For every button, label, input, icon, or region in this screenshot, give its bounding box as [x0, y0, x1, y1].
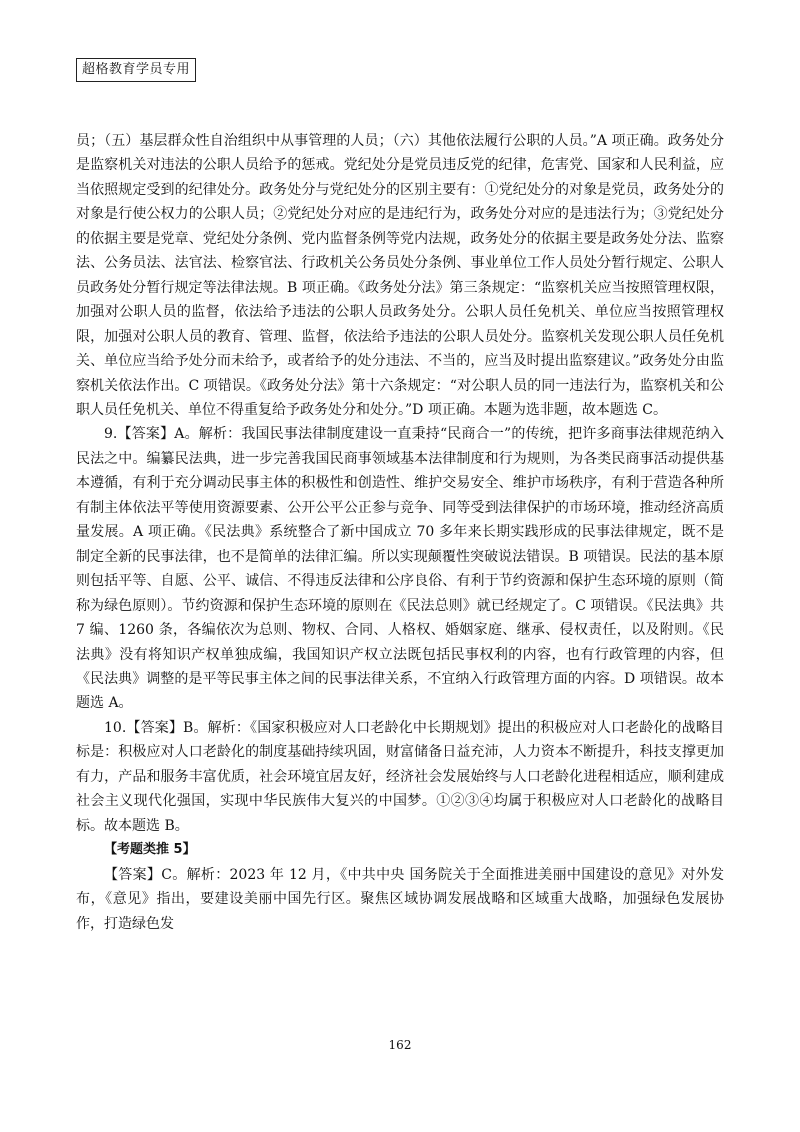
page-number: 162: [388, 1038, 412, 1052]
section-heading: 【考题类推 5】: [104, 842, 196, 858]
paragraph-answer-10: 10.【答案】B。解析：《国家积极应对人口老龄化中长期规划》提出的积极应对人口老龄化的战略目标是：积极应对人口老龄化的制度基础持续巩固，财富储备日益充沛，人力资本不断提升，科技支撑更加有力，产品和服务丰富优质，社会环境宜居友好，经济社会发展始终与人口老龄化进程相适应，顺利建成社会主义现代化强国，实现中华民族伟大复兴的中国梦。①②③④均属于积极应对人口老龄化的战略目标。故本题选 B。: [76, 719, 724, 834]
paragraph-answer-analogy-5: 【答案】C。解析：2023 年 12 月，《中共中央 国务院关于全面推进美丽中国建设的意见》对外发布，《意见》指出，要建设美丽中国先行区。聚焦区域协调发展战略和区域重大战略，加强绿色发展协作，打造绿色发: [76, 866, 724, 932]
paragraph-answer-9: 9.【答案】A。解析：我国民事法律制度建设一直秉持“民商合一”的传统，把许多商事法律规范纳入民法之中。编纂民法典，进一步完善我国民商事领域基本法律制度和行为规则，为各类民商事活动提供基本遵循，有利于充分调动民事主体的积极性和创造性、维护交易安全、维护市场秩序，有利于营造各种所有制主体依法平等使用资源要素、公开公平公正参与竞争、同等受到法律保护的市场环境，推动经济高质量发展。A 项正确。《民法典》系统整合了新中国成立 70 多年来长期实践形成的民事法律规定，既不是制定全新的民事法律，也不是简单的法律汇编。所以实现颠覆性突破说法错误。B 项错误。民法的基本原则包括平等、自愿、公平、诚信、不得违反法律和公序良俗、有利于节约资源和保护生态环境的原则（简称为绿色原则）。节约资源和保护生态环境的原则在《民法总则》就已经规定了。C 项错误。《民法典》共 7 编、1260 条，各编依次为总则、物权、合同、人格权、婚姻家庭、继承、侵权责任，以及附则。《民法典》没有将知识产权单独成编，我国知识产权立法既包括民事权利的内容，也有行政管理的内容，但《民法典》调整的是平等民事主体之间的民事法律关系，不宜纳入行政管理方面的内容。D 项错误。故本题选 A。: [76, 426, 724, 712]
document-header-label: 超格教育学员专用: [76, 58, 196, 82]
document-body: [76, 129, 724, 936]
paragraph-continuation: 员；（五）基层群众性自治组织中从事管理的人员；（六）其他依法履行公职的人员。”A 项正确。政务处分是监察机关对违法的公职人员给予的惩戒。党纪处分是党员违反党的纪律，危害党、国家和人民利益，应当依照规定受到的纪律处分。政务处分与党纪处分的区别主要有：①党纪处分的对象是党员，政务处分的对象是行使公权力的公职人员；②党纪处分对应的是违纪行为，政务处分对应的是违法行为；③党纪处分的依据主要是党章、党纪处分条例、党内监督条例等党内法规，政务处分的依据主要是政务处分法、监察法、公务员法、法官法、检察官法、行政机关公务员处分条例、事业单位工作人员处分暂行规定、公职人员政务处分暂行规定等法律法规。B 项正确。《政务处分法》第三条规定：“监察机关应当按照管理权限，加强对公职人员的监督，依法给予违法的公职人员政务处分。公职人员任免机关、单位应当按照管理权限，加强对公职人员的教育、管理、监督，依法给予违法的公职人员处分。监察机关发现公职人员任免机关、单位应当给予处分而未给予，或者给予的处分违法、不当的，应当及时提出监察建议。”政务处分由监察机关依法作出。C 项错误。《政务处分法》第十六条规定：“对公职人员的同一违法行为，监察机关和公职人员任免机关、单位不得重复给予政务处分和处分。”D 项正确。本题为选非题，故本题选 C。: [76, 133, 724, 418]
